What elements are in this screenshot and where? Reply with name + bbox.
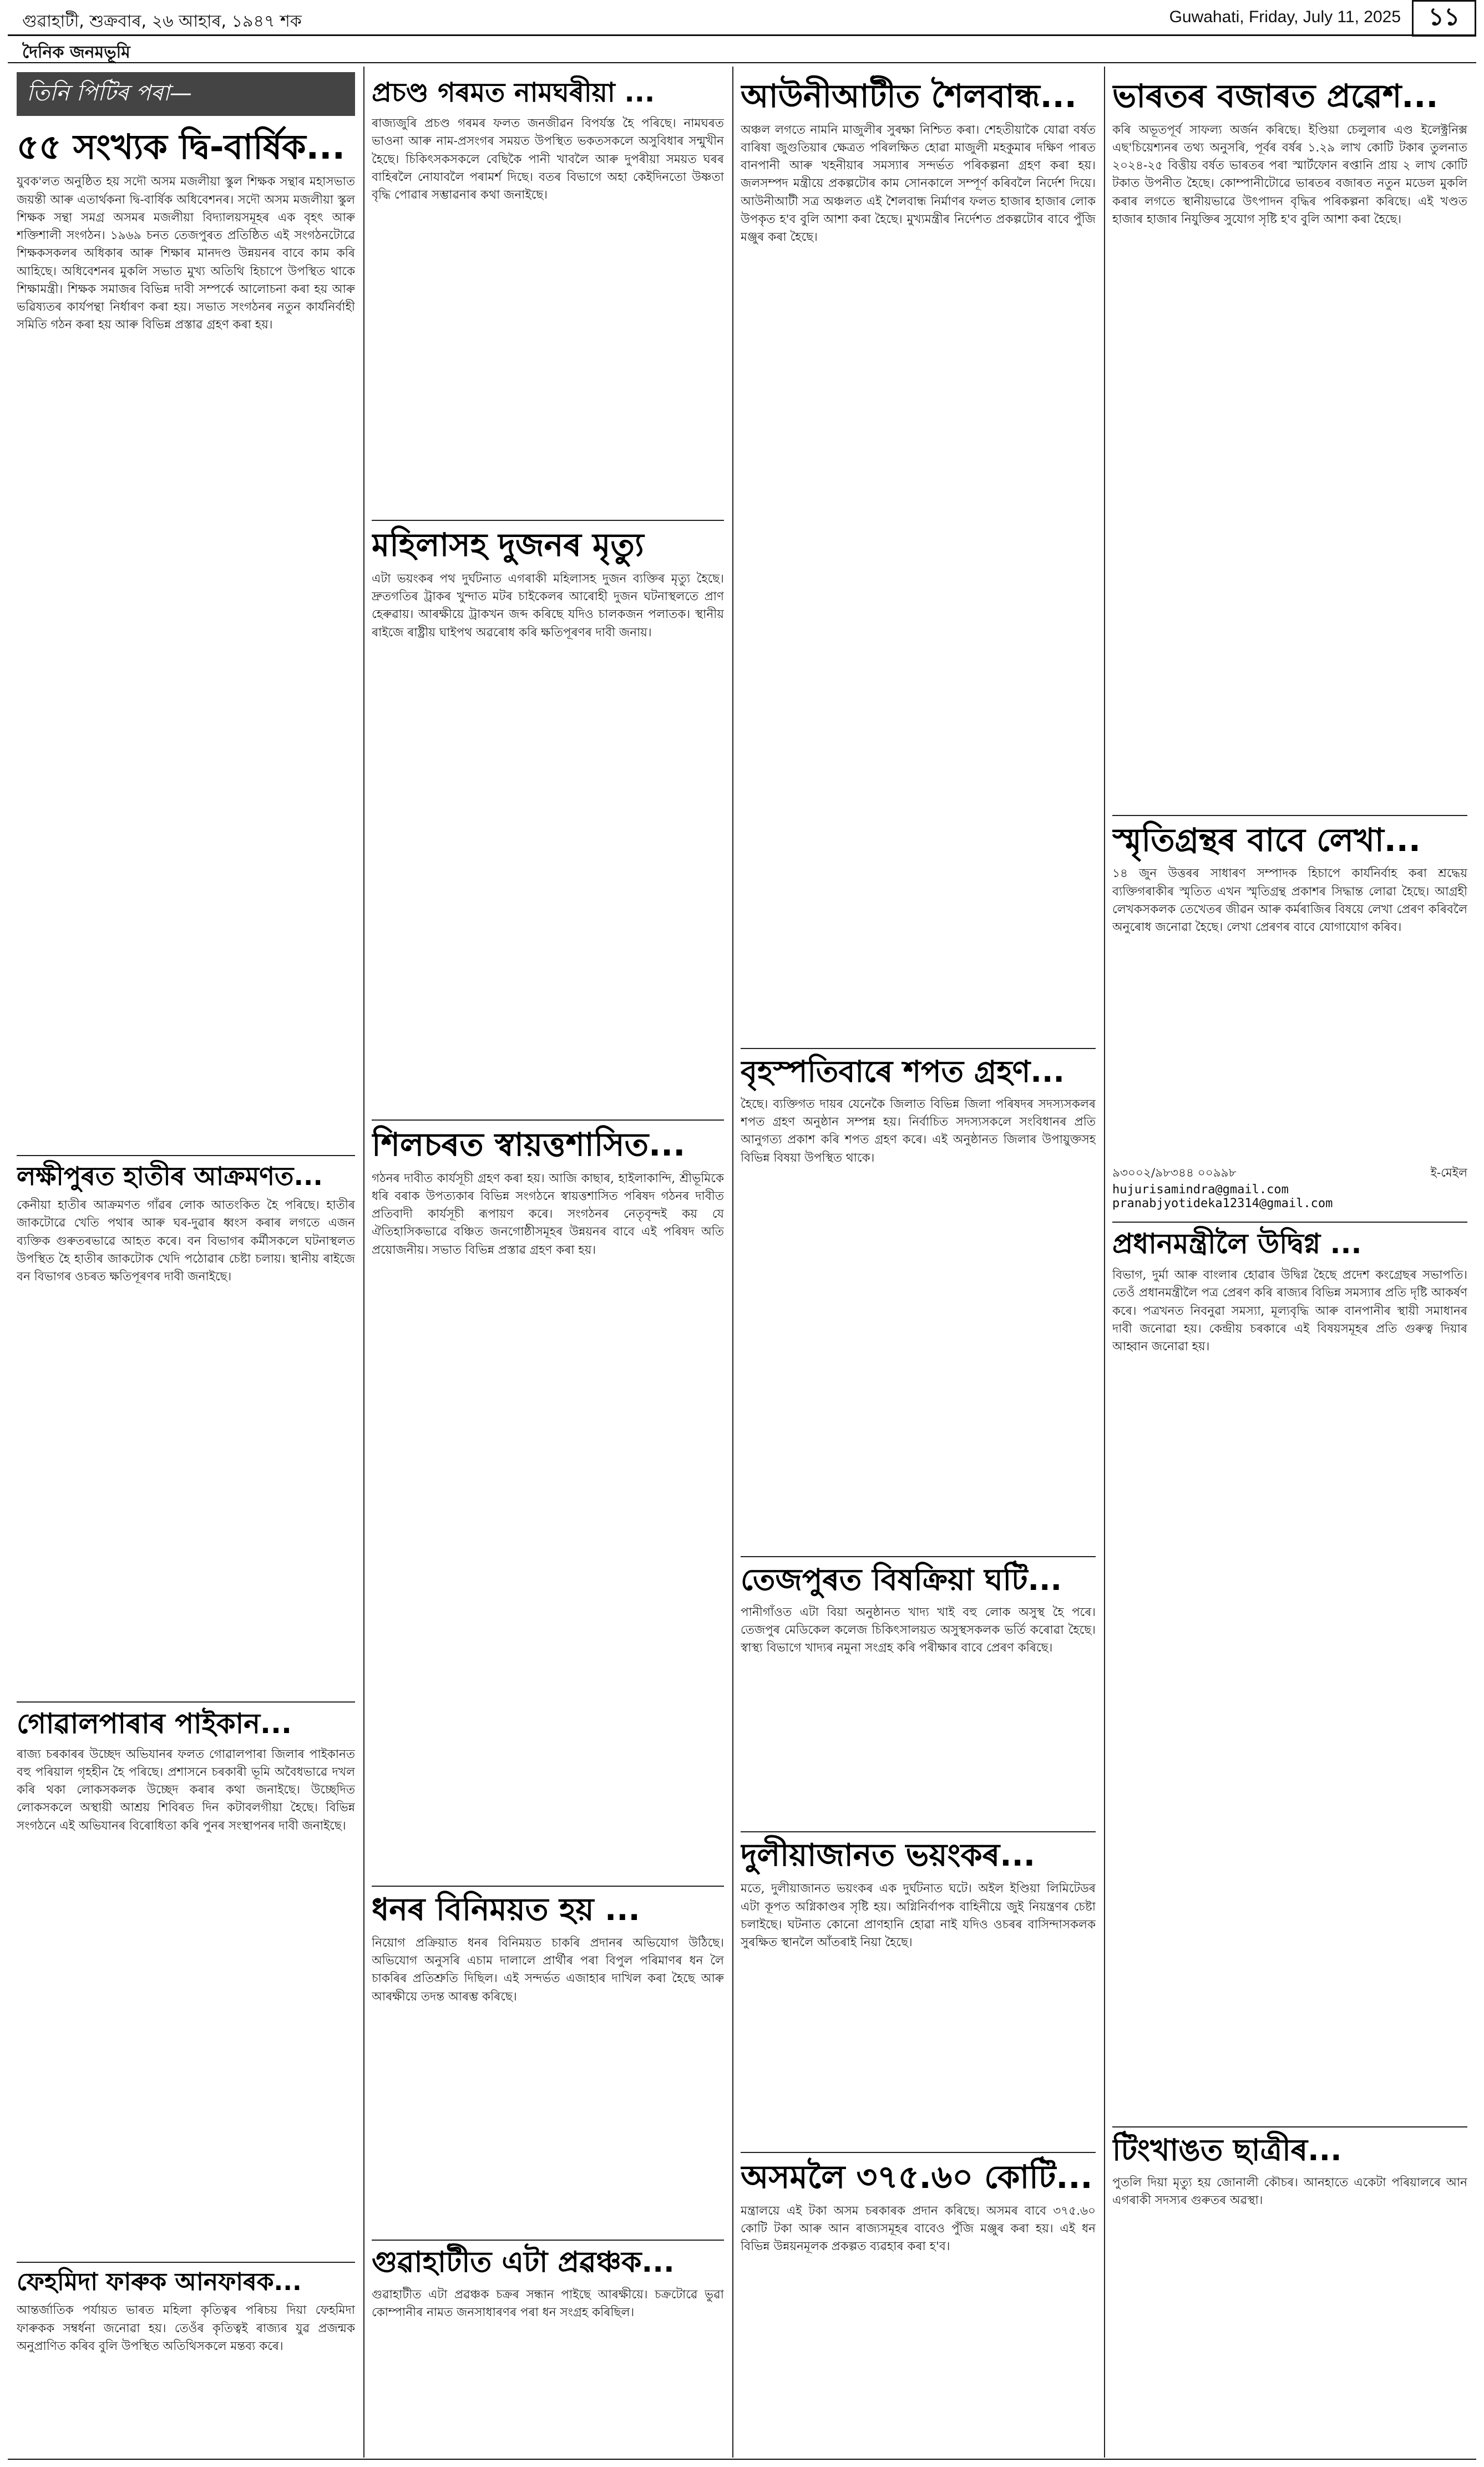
article-body: ৰাজ্য চৰকাৰৰ উচ্ছেদ অভিযানৰ ফলত গোৱালপাৰা জিলাৰ পাইকানত বহু পৰিয়াল গৃহহীন হৈ পৰিছে। প্ৰশাসনে চৰকাৰী ভূমি অবৈধভাৱে দখল কৰি থকা লোকসকলক উচ্ছেদ কৰাৰ কথা জনাইছে। উচ্ছেদিত লোকসকলে অস্থায়ী আশ্ৰয় শিবিৰত দিন কটাবলগীয়া হৈছে। বিভিন্ন সংগঠনে এই অভিযানৰ বিৰোধিতা কৰি পুনৰ সংস্থাপনৰ দাবী জনাইছে। [17,1747,355,1833]
headline: ধনৰ বিনিময়ত হয় ... [372,1891,640,1928]
article-body: অঞ্চল লগতে নামনি মাজুলীৰ সুৰক্ষা নিশ্চিত কৰা। শেহতীয়াকৈ যোৱা বৰ্ষত বাৰিষা জুগুতিয়াৰ ক্ষেত্ৰত পৰিলক্ষিত হোৱা মাজুলী মহকুমাৰ দক্ষিণ পাৰত বানপানী আৰু খহনীয়াৰ সমস্যাৰ সন্দৰ্ভত পৰিকল্পনা গ্ৰহণ কৰা হয়। জলসম্পদ মন্ত্ৰীয়ে প্ৰকল্পটোৰ কাম সোনকালে সম্পূৰ্ণ কৰিবলৈ নিৰ্দেশ দিয়ে। আউনীআটী সত্ৰ অঞ্চলত এই শৈলবান্ধ নিৰ্মাণৰ ফলত হাজাৰ হাজাৰ লোক উপকৃত হ'ব বুলি আশা কৰা হৈছে। মুখ্যমন্ত্ৰীৰ নিৰ্দেশত প্ৰকল্পটোৰ বাবে পুঁজি মঞ্জুৰ কৰা হৈছে। [741,123,1096,245]
contact-phone: ৯৩০০২/৯৮৩৪৪ ০০৯৯৮ [1112,1166,1237,1181]
divider [17,2262,355,2263]
headline: গোৱালপাৰাৰ পাইকান... [17,1708,292,1740]
article-body: এটা ভয়ংকৰ পথ দুৰ্ঘটনাত এগৰাকী মহিলাসহ দুজন ব্যক্তিৰ মৃত্যু হৈছে। দ্ৰুতগতিৰ ট্ৰাকৰ খুন্দাত মটৰ চাইকেলৰ আৰোহী দুজন ঘটনাস্থলতে প্ৰাণ হেৰুৱায়। আৰক্ষীয়ে ট্ৰাকখন জব্দ কৰিছে যদিও চালকজন পলাতক। স্থানীয় ৰাইজে ৰাষ্ট্ৰীয় ঘাইপথ অৱৰোধ কৰি ক্ষতিপূৰণৰ দাবী জনায়। [372,571,724,640]
headline: লক্ষীপুৰত হাতীৰ আক্ৰমণত... [17,1161,323,1192]
article-body: ৰাজ্যজুৰি প্ৰচণ্ড গৰমৰ ফলত জনজীৱন বিপৰ্যস্ত হৈ পৰিছে। নামঘৰত ভাওনা আৰু নাম-প্ৰসংগৰ সময়ত উপস্থিত ভকতসকলে অসুবিধাৰ সন্মুখীন হৈছে। চিকিৎসকসকলে বেছিকৈ পানী খাবলৈ আৰু দুপৰীয়া সময়ত ঘৰৰ বাহিৰলৈ নোযাবলৈ পৰামৰ্শ দিছে। বতৰ বিভাগে অহা কেইদিনতো উষ্ণতা বৃদ্ধি পোৱাৰ সম্ভাৱনাৰ কথা জনাইছে। [372,116,724,202]
divider [1112,815,1467,816]
section-banner: তিনি পিটিৰ পৰা— [17,72,355,116]
headline: প্ৰধানমন্ত্ৰীলৈ উদ্বিগ্ন ... [1112,1227,1362,1260]
headline: মহিলাসহ দুজনৰ মৃত্যু [372,526,644,564]
headline: টিংখাঙত ছাত্ৰীৰ... [1112,2132,1342,2168]
divider [372,1886,724,1887]
headline: গুৱাহাটীত এটা প্ৰৱঞ্চক... [372,2245,675,2279]
article-body: আন্তৰ্জাতিক পৰ্যায়ত ভাৰত মহিলা কৃতিত্বৰ পৰিচয় দিয়া ফেহমিদা ফাৰুকক সম্বৰ্ধনা জনোৱা হয়। তেওঁৰ কৃতিত্বই ৰাজ্যৰ যুৱ প্ৰজন্মক অনুপ্ৰাণিত কৰিব বুলি উপস্থিত অতিথিসকলে মন্তব্য কৰে। [17,2303,355,2353]
column-3 [741,72,1096,2458]
divider [372,1119,724,1121]
article-body: মন্ত্ৰালয়ে এই টকা অসম চৰকাৰক প্ৰদান কৰিছে। অসমৰ বাবে ৩৭৫.৬০ কোটি টকা আৰু আন ৰাজ্যসমূহৰ বাবেও পুঁজি মঞ্জুৰ কৰা হয়। এই ধন বিভিন্ন উন্নয়নমূলক প্ৰকল্পত ব্যৱহাৰ কৰা হ'ব। [741,2203,1096,2254]
divider [17,1155,355,1156]
article-body: ১৪ জুন উত্তৰৰ সাধাৰণ সম্পাদক হিচাপে কাৰ্যনিৰ্বাহ কৰা শ্ৰদ্ধেয় ব্যক্তিগৰাকীৰ স্মৃতিত এখন স্মৃতিগ্ৰন্থ প্ৰকাশৰ সিদ্ধান্ত লোৱা হৈছে। আগ্ৰহী লেখকসকলক তেখেতৰ জীৱন আৰু কৰ্মৰাজিৰ বিষয়ে লেখা প্ৰেৰণ কৰিবলৈ অনুৰোধ জনোৱা হৈছে। লেখা প্ৰেৰণৰ বাবে যোগাযোগ কৰিব। [1112,867,1467,935]
divider [741,1048,1096,1049]
headline: অসমলৈ ৩৭৫.৬০ কোটি... [741,2158,1093,2196]
divider [1112,1222,1467,1223]
contact-email-label: ই-মেইল [1430,1166,1467,1181]
column-2 [372,72,724,2458]
contact-line [1112,1164,1467,1182]
column-divider [732,67,733,2458]
article-body: নিয়োগ প্ৰক্ৰিয়াত ধনৰ বিনিময়ত চাকৰি প্ৰদানৰ অভিযোগ উঠিছে। অভিযোগ অনুসৰি এচাম দালালে প্ৰাৰ্থীৰ পৰা বিপুল পৰিমাণৰ ধন লৈ চাকৰিৰ প্ৰতিশ্ৰুতি দিছিল। এই সন্দৰ্ভত এজাহাৰ দাখিল কৰা হৈছে আৰু আৰক্ষীয়ে তদন্ত আৰম্ভ কৰিছে। [372,1936,724,2004]
column-4 [1112,72,1467,2458]
article-body: কেনীয়া হাতীৰ আক্ৰমণত গাঁৱৰ লোক আতংকিত হৈ পৰিছে। হাতীৰ জাকটোৱে খেতি পথাৰ আৰু ঘৰ-দুৱাৰ ধ্বংস কৰাৰ লগতে এজন ব্যক্তিক গুৰুতৰভাৱে আহত কৰে। বন বিভাগৰ কৰ্মীসকলে ঘটনাস্থলত উপস্থিত হৈ হাতীৰ জাকটোক খেদি পঠোৱাৰ চেষ্টা চলায়। স্থানীয় ৰাইজে বন বিভাগৰ ওচৰত ক্ষতিপূৰণৰ দাবী জনাইছে। [17,1198,355,1284]
article-body: কৰি অভূতপূৰ্ব সাফল্য অৰ্জন কৰিছে। ইণ্ডিয়া চেলুলাৰ এণ্ড ইলেক্ট্ৰনিক্স এছ'চিয়েশ্যনৰ তথ্য অনুসৰি, পূৰ্বৰ বৰ্ষৰ ১.২৯ লাখ কোটি টকাৰ তুলনাত ২০২৪-২৫ বিত্তীয় বৰ্ষত ভাৰতৰ পৰা স্মাৰ্টফোন ৰপ্তানি প্ৰায় ২ লাখ কোটি টকাত উপনীত হৈছে। কোম্পানীটোৱে ভাৰতৰ বজাৰত নতুন মডেল মুকলি কৰাৰ লগতে স্থানীয়ভাৱে উৎপাদন বৃদ্ধিৰ পৰিকল্পনা কৰিছে। এই খণ্ডত হাজাৰ হাজাৰ নিযুক্তিৰ সুযোগ সৃষ্টি হ'ব বুলি আশা কৰা হৈছে। [1112,123,1467,226]
divider [17,1701,355,1703]
header-rule [8,34,1476,36]
article-body: গুৱাহাটীত এটা প্ৰৱঞ্চক চক্ৰৰ সন্ধান পাইছে আৰক্ষীয়ে। চক্ৰটোৱে ভুৱা কোম্পানীৰ নামত জনসাধাৰণৰ পৰা ধন সংগ্ৰহ কৰিছিল। [372,2287,724,2319]
article-body: যুবক'লত অনুষ্ঠিত হয় সদৌ অসম মজলীয়া স্কুল শিক্ষক সন্থাৰ মহাসভাত জয়ন্তী আৰু এতাৰ্থকনা দ্বি-বাৰ্ষিক অধিবেশনৰ। সদৌ অসম মজলীয়া স্কুল শিক্ষক সন্থা সমগ্ৰ অসমৰ মজলীয়া বিদ্যালয়সমূহৰ এক বৃহৎ আৰু শক্তিশালী সংগঠন। ১৯৬৯ চনত তেজপুৰত প্ৰতিষ্ঠিত এই সংগঠনটোৱে শিক্ষকসকলৰ অধিকাৰ আৰু শিক্ষাৰ মানদণ্ড উন্নয়নৰ বাবে কাম কৰি আহিছে। অধিবেশনৰ মুকলি সভাত মুখ্য অতিথি হিচাপে উপস্থিত থাকে শিক্ষামন্ত্ৰী। শিক্ষক সমাজৰ বিভিন্ন দাবী সম্পৰ্কে আলোচনা কৰা হয় আৰু ভৱিষ্যতৰ কাৰ্যপন্থা নিৰ্ধাৰণ কৰা হয়। সভাত সংগঠনৰ নতুন কাৰ্যনিৰ্বাহী সমিতি গঠন কৰা হয় আৰু বিভিন্ন প্ৰস্তাৱ গ্ৰহণ কৰা হয়। [17,175,355,332]
headline: প্ৰচণ্ড গৰমত নামঘৰীয়া ... [372,77,655,108]
dateline-left: গুৱাহাটী, শুক্ৰবাৰ, ২৬ আহাৰ, ১৯৪৭ শক [22,12,302,31]
divider [1112,2126,1467,2127]
article-body: হৈছে। ব্যক্তিগত দায়ৰ যেনেকৈ জিলাত বিভিন্ন জিলা পৰিষদৰ সদস্যসকলৰ শপত গ্ৰহণ অনুষ্ঠান সম্পন্ন হয়। নিৰ্বাচিত সদস্যসকলে সংবিধানৰ প্ৰতি আনুগত্য প্ৰকাশ কৰি শপত গ্ৰহণ কৰে। এই অনুষ্ঠানত জিলাৰ উপায়ুক্তসহ বিভিন্ন বিষয়া উপস্থিত থাকে। [741,1097,1096,1165]
divider [741,1831,1096,1832]
article-body: পানীগাঁওত এটা বিয়া অনুষ্ঠানত খাদ্য খাই বহু লোক অসুস্থ হৈ পৰে। তেজপুৰ মেডিকেল কলেজ চিকিৎসালয়ত অসুস্থসকলক ভৰ্তি কৰোৱা হৈছে। স্বাস্থ্য বিভাগে খাদ্যৰ নমুনা সংগ্ৰহ কৰি পৰীক্ষাৰ বাবে প্ৰেৰণ কৰিছে। [741,1605,1096,1655]
masthead: দৈনিক জনমভূমি [22,43,130,62]
headline: ৫৫ সংখ্যক দ্বি-বাৰ্ষিক... [17,126,346,167]
article-body: গঠনৰ দাবীত কাৰ্যসূচী গ্ৰহণ কৰা হয়। আজি কাছাৰ, হাইলাকান্দি, শ্ৰীভূমিকে ধৰি বৰাক উপত্যকাৰ বিভিন্ন সংগঠনে স্বায়ত্তশাসিত পৰিষদ গঠনৰ দাবীত প্ৰতিবাদী কাৰ্যসূচী ৰূপায়ণ কৰে। সংগঠনৰ নেতৃবৃন্দই কয় যে ঐতিহাসিকভাৱে বঞ্চিত জনগোষ্ঠীসমূহৰ উন্নয়নৰ বাবে এই পৰিষদ অতি প্ৰয়োজনীয়। সভাত বিভিন্ন প্ৰস্তাৱ গ্ৰহণ কৰা হয়। [372,1171,724,1257]
column-divider [363,67,364,2458]
dateline-right: Guwahati, Friday, July 11, 2025 [1169,8,1401,26]
headline: ফেহমিদা ফাৰুক আনফাৰক... [17,2267,302,2296]
divider [741,1556,1096,1557]
headline: ভাৰতৰ বজাৰত প্ৰৱেশ... [1112,77,1439,115]
column-divider [1104,67,1105,2458]
headline: আউনীআটীত শৈলবান্ধ... [741,77,1077,115]
contact-email[interactable]: hujurisamindra@gmail.com [1112,1182,1289,1197]
divider [372,2240,724,2241]
divider [741,2152,1096,2153]
article-body: মতে, দুলীয়াজানত ভয়ংকৰ এক দুৰ্ঘটনাত ঘটে। অইল ইণ্ডিয়া লিমিটেডৰ এটা কূপত অগ্নিকাণ্ডৰ সৃষ্টি হয়। অগ্নিনিৰ্বাপক বাহিনীয়ে জুই নিয়ন্ত্ৰণৰ চেষ্টা চলাইছে। ঘটনাত কোনো প্ৰাণহানি হোৱা নাই যদিও ওচৰৰ বাসিন্দাসকলক সুৰক্ষিত স্থানলৈ আঁতৰাই নিয়া হৈছে। [741,1882,1096,1950]
contact-email[interactable]: pranabjyotideka12314@gmail.com [1112,1196,1333,1210]
article-body: বিভাগ, দুর্মা আৰু বাংলাৰ হোৱাৰ উদ্বিগ্ন হৈছে প্ৰদেশ কংগ্ৰেছৰ সভাপতি। তেওঁ প্ৰধানমন্ত্ৰীলৈ পত্ৰ প্ৰেৰণ কৰি ৰাজ্যৰ বিভিন্ন সমস্যাৰ প্ৰতি দৃষ্টি আকৰ্ষণ কৰে। পত্ৰখনত নিবনুৱা সমস্যা, মূল্যবৃদ্ধি আৰু বানপানীৰ স্থায়ী সমাধানৰ দাবী জনোৱা হয়। কেন্দ্ৰীয় চৰকাৰে এই বিষয়সমূহৰ প্ৰতি গুৰুত্ব দিয়াৰ আহ্বান জনোৱা হয়। [1112,1268,1467,1354]
divider [372,520,724,521]
headline: শিলচৰত স্বায়ত্তশাসিত... [372,1125,686,1163]
masthead-rule [8,62,1476,63]
page-number: ১১ [1412,0,1476,37]
headline: দুলীয়াজানত ভয়ংকৰ... [741,1837,1036,1873]
column-1 [17,72,355,2458]
article-body: পুতলি দিয়া মৃত্যু হয় জোনালী কৌচৰ। আনহাতে একেটা পৰিয়ালৰে আন এগৰাকী সদস্যৰ গুৰুতৰ অৱস্থা। [1112,2176,1467,2208]
headline: স্মৃতিগ্ৰন্থৰ বাবে লেখা... [1112,820,1421,859]
footer-rule [8,2459,1476,2460]
headline: তেজপুৰত বিষক্ৰিয়া ঘটি... [741,1562,1062,1597]
headline: বৃহস্পতিবাৰে শপত গ্ৰহণ... [741,1053,1065,1089]
